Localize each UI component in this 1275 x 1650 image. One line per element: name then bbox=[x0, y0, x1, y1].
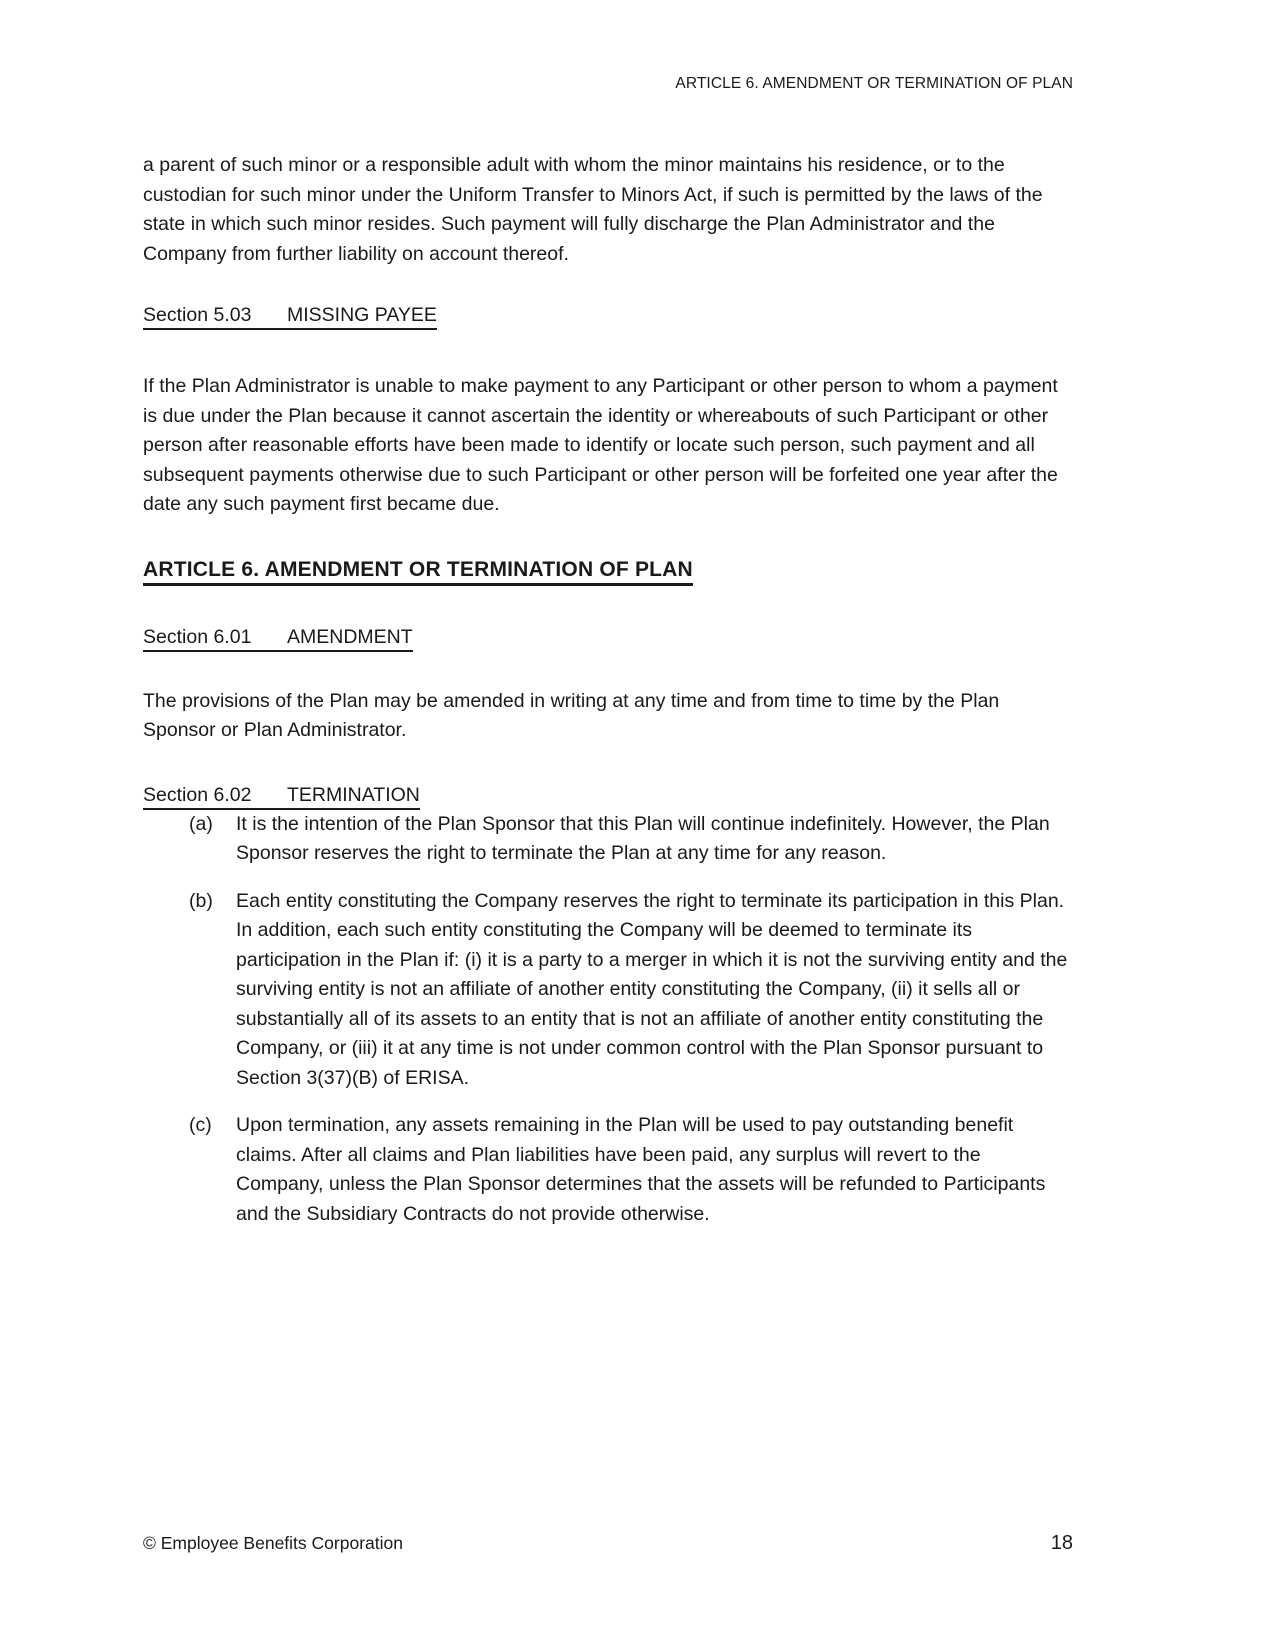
list-item-label-c: (c) bbox=[189, 1114, 212, 1136]
list-item-text-a: It is the intention of the Plan Sponsor that this Plan will continue indefinitely. However, the Plan Sponsor reserves the right to terminate the Plan at any time for any reason. bbox=[236, 812, 1050, 864]
section-6-01-title: AMENDMENT bbox=[287, 625, 413, 648]
section-6-02-number: Section 6.02 bbox=[143, 783, 252, 806]
list-item bbox=[143, 1111, 1073, 1229]
article-6-heading bbox=[143, 558, 1073, 586]
list-item bbox=[143, 887, 1073, 1094]
section-6-02-title: TERMINATION bbox=[287, 783, 420, 806]
list-item-text-c: Upon termination, any assets remaining in the Plan will be used to pay outstanding benefit claims. After all claims and Plan liabilities have been paid, any surplus will revert to the Company, unless the Plan Sponsor determines that the assets will be refunded to Participants and the Subsidiary Contracts do not provide otherwise. bbox=[236, 1114, 1046, 1225]
section-6-02-heading bbox=[143, 784, 1073, 810]
paragraph-missing-payee: If the Plan Administrator is unable to make payment to any Participant or other person to whom a payment is due under the Plan because it cannot ascertain the identity or whereabouts of such Participant or other person after reasonable efforts have been made to identify or locate such person, such payment and all subsequent payments otherwise due to such Participant or other person will be forfeited one year after the date any such payment first became due. bbox=[143, 375, 1058, 515]
section-6-01-number: Section 6.01 bbox=[143, 625, 252, 648]
section-6-02-heading-text bbox=[143, 784, 420, 810]
paragraph-minor-payment: a parent of such minor or a responsible adult with whom the minor maintains his residence, or to the custodian for such minor under the Uniform Transfer to Minors Act, if such is permitted by the laws of the state in which such minor resides. Such payment will fully discharge the Plan Administrator and the Company from further liability on account thereof. bbox=[143, 154, 1043, 265]
article-6-heading-text: ARTICLE 6. AMENDMENT OR TERMINATION OF PLAN bbox=[143, 558, 693, 586]
section-5-03-heading bbox=[143, 304, 1073, 330]
list-item-label-b: (b) bbox=[189, 889, 213, 912]
termination-list bbox=[143, 810, 1073, 1230]
paragraph-amendment: The provisions of the Plan may be amended in writing at any time and from time to time by the Plan Sponsor or Plan Administrator. bbox=[143, 689, 1000, 741]
page-footer bbox=[143, 1532, 1073, 1555]
section-6-01-heading-text bbox=[143, 626, 413, 652]
footer-copyright: © Employee Benefits Corporation bbox=[143, 1533, 403, 1553]
list-item-label-a: (a) bbox=[189, 812, 213, 835]
section-6-01-heading bbox=[143, 626, 1073, 652]
section-5-03-number: Section 5.03 bbox=[143, 304, 252, 326]
section-5-03-title: MISSING PAYEE bbox=[287, 304, 437, 326]
footer-page-number: 18 bbox=[1050, 1532, 1073, 1554]
section-5-03-heading-text bbox=[143, 304, 437, 330]
list-item bbox=[143, 810, 1073, 869]
running-header: ARTICLE 6. AMENDMENT OR TERMINATION OF PLAN bbox=[675, 75, 1073, 92]
list-item-text-b: Each entity constituting the Company reserves the right to terminate its participation in this Plan. In addition, each such entity constituting the Company will be deemed to terminate its participation in the Plan if: (i) it is a party to a merger in which it is not the surviving entity and the surviving entity is not an affiliate of another entity constituting the Company, (ii) it sells all or substantially all of its assets to an entity that is not an affiliate of another entity constituting the Company, or (iii) it at any time is not under common control with the Plan Sponsor pursuant to Section 3(37)(B) of ERISA. bbox=[236, 889, 1068, 1089]
